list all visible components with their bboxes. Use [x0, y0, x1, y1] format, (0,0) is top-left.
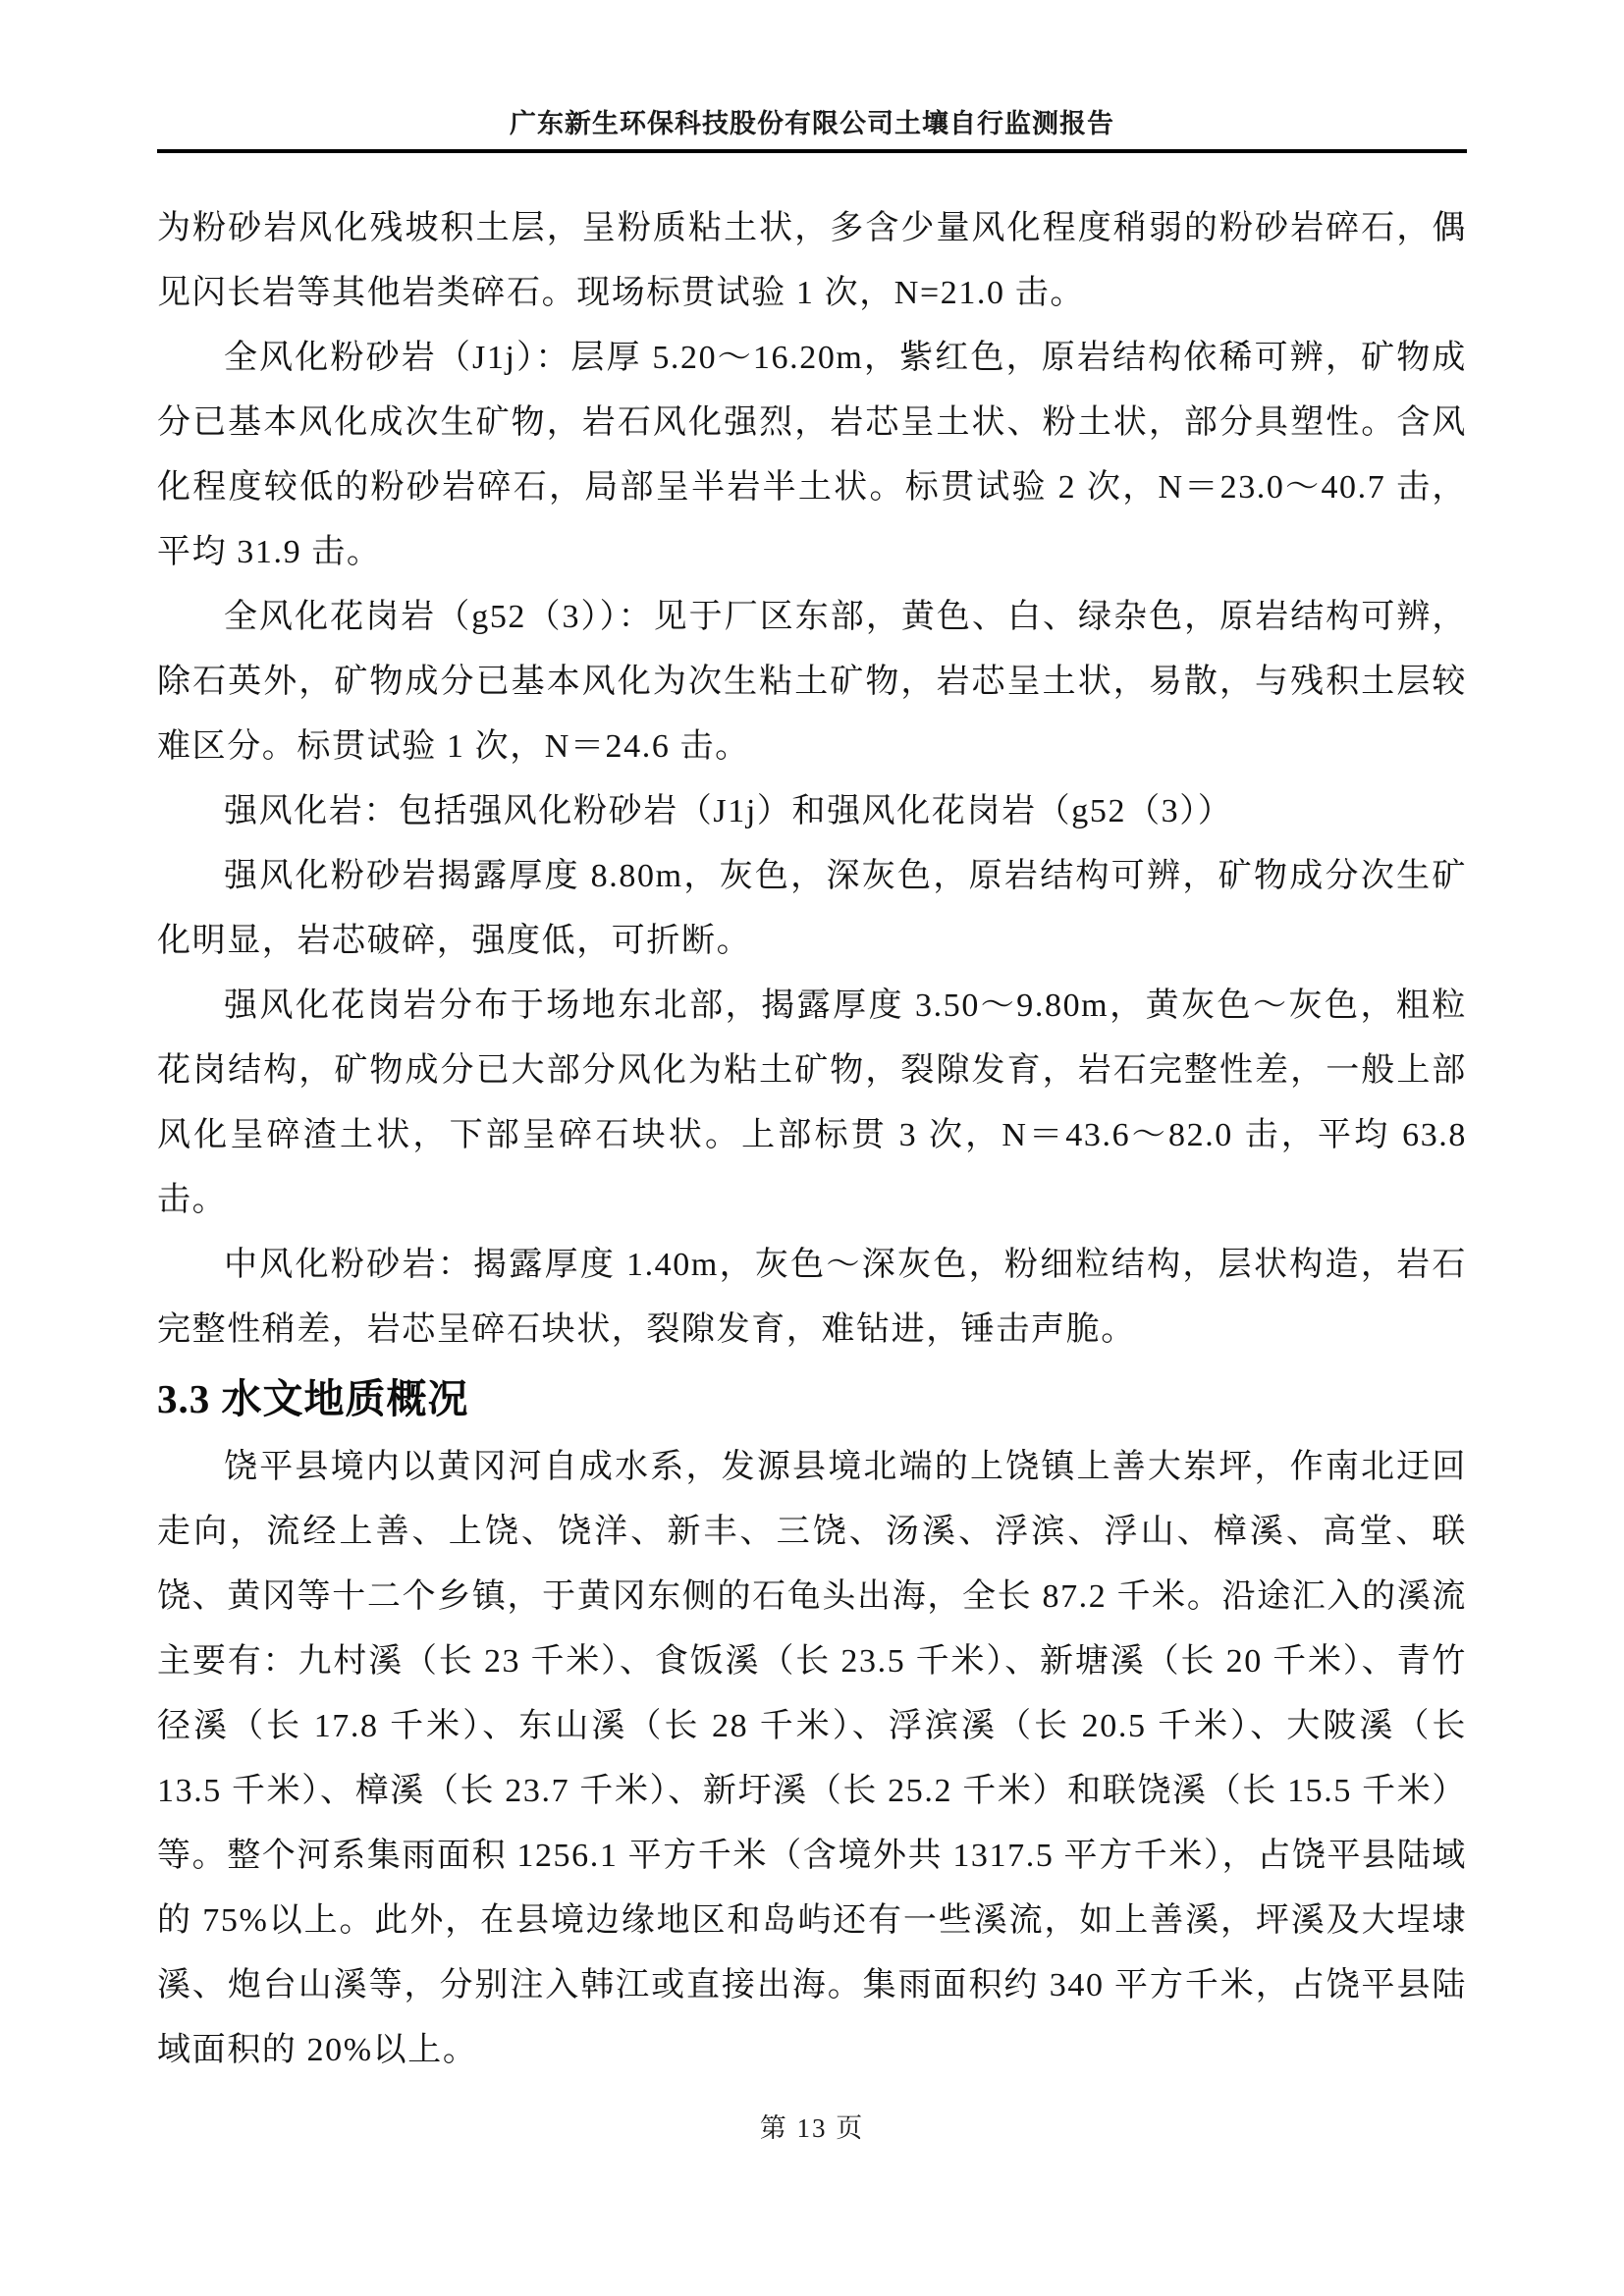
page-header	[157, 0, 1467, 153]
body-paragraph: 强风化花岗岩分布于场地东北部，揭露厚度 3.50～9.80m，黄灰色～灰色，粗粒花岗结构，矿物成分已大部分风化为粘土矿物，裂隙发育，岩石完整性差，一般上部风化呈碎渣土状，下部呈碎石块状。上部标贯 3 次，N＝43.6～82.0 击，平均 63.8 击。	[157, 988, 1467, 1218]
body-paragraph: 饶平县境内以黄冈河自成水系，发源县境北端的上饶镇上善大岽坪，作南北迂回走向，流经上善、上饶、饶洋、新丰、三饶、汤溪、浮滨、浮山、樟溪、高堂、联饶、黄冈等十二个乡镇，于黄冈东侧的石龟头出海，全长 87.2 千米。沿途汇入的溪流主要有：九村溪（长 23 千米）、食饭溪（长 23.5 千米）、新塘溪（长 20 千米）、青竹径溪（长 17.8 千米）、东山溪（长 28 千米）、浮滨溪（长 20.5 千米）、大陂溪（长 13.5 千米）、樟溪（长 23.7 千米）、新圩溪（长 25.2 千米）和联饶溪（长 15.5 千米）等。整个河系集雨面积 1256.1 平方千米（含境外共 1317.5 平方千米），占饶平县陆域的 75%以上。此外，在县境边缘地区和岛屿还有一些溪流，如上善溪，坪溪及大埕埭溪、炮台山溪等，分别注入韩江或直接出海。集雨面积约 340 平方千米，占饶平县陆域面积的 20%以上。	[157, 1449, 1467, 2068]
body-paragraph: 中风化粉砂岩：揭露厚度 1.40m，灰色～深灰色，粉细粒结构，层状构造，岩石完整性稍差，岩芯呈碎石块状，裂隙发育，难钻进，锤击声脆。	[157, 1247, 1467, 1348]
body-paragraph: 强风化粉砂岩揭露厚度 8.80m，灰色，深灰色，原岩结构可辨，矿物成分次生矿化明显，岩芯破碎，强度低，可折断。	[157, 858, 1467, 959]
report-title: 广东新生环保科技股份有限公司土壤自行监测报告	[510, 109, 1114, 138]
section-heading: 3.3 水文地质概况	[157, 1376, 469, 1421]
body-paragraph: 为粉砂岩风化残坡积土层，呈粉质粘土状，多含少量风化程度稍弱的粉砂岩碎石，偶见闪长岩等其他岩类碎石。现场标贯试验 1 次，N=21.0 击。	[157, 210, 1467, 311]
body-paragraph: 全风化花岗岩（g52（3））：见于厂区东部，黄色、白、绿杂色，原岩结构可辨，除石英外，矿物成分已基本风化为次生粘土矿物，岩芯呈土状，易散，与残积土层较难区分。标贯试验 1 次，N＝24.6 击。	[157, 599, 1467, 765]
document-body	[157, 196, 1467, 2083]
body-paragraph: 强风化岩：包括强风化粉砂岩（J1j）和强风化花岗岩（g52（3））	[224, 793, 1233, 829]
page-footer	[0, 2107, 1624, 2145]
page-number: 第 13 页	[759, 2113, 865, 2143]
body-paragraph: 全风化粉砂岩（J1j）：层厚 5.20～16.20m，紫红色，原岩结构依稀可辨，矿物成分已基本风化成次生矿物，岩石风化强烈，岩芯呈土状、粉土状，部分具塑性。含风化程度较低的粉砂岩碎石，局部呈半岩半土状。标贯试验 2 次，N＝23.0～40.7 击，平均 31.9 击。	[157, 340, 1467, 570]
